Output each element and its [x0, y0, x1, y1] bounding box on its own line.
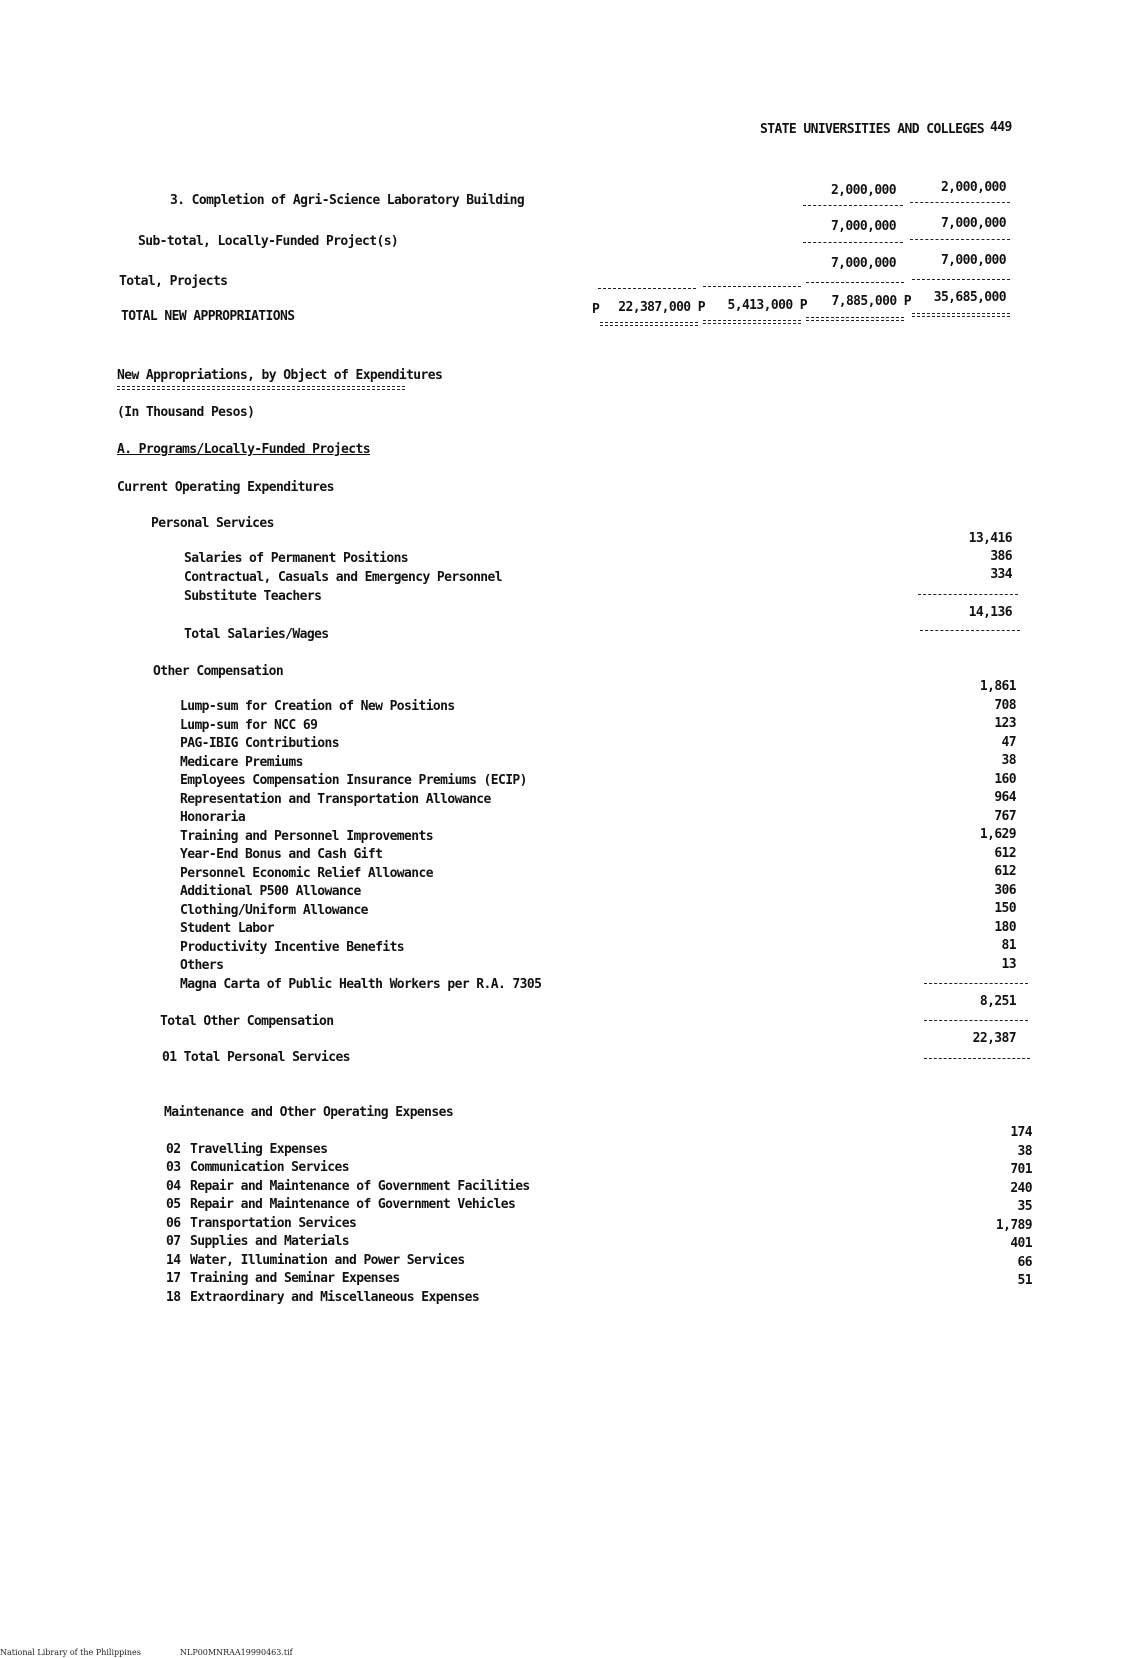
part-a-heading: A. Programs/Locally-Funded Projects	[117, 442, 370, 457]
mooe-value: 66	[1017, 1255, 1032, 1270]
grand-total-total: 35,685,000	[933, 290, 1006, 305]
mooe-value: 174	[1010, 1125, 1032, 1140]
mooe-label: Repair and Maintenance of Government Vehicles	[190, 1197, 516, 1212]
other-comp-value: 1,629	[979, 827, 1016, 842]
rule-item3-total	[910, 202, 1010, 203]
salary-value: 13,416	[968, 531, 1012, 546]
footer-file: NLP00MNRAA19990463.tif	[180, 1648, 293, 1657]
other-comp-value: 306	[994, 883, 1016, 898]
total-personal-services-label: 01 Total Personal Services	[162, 1050, 350, 1065]
grand-total-col2: 5,413,000 P	[727, 298, 807, 313]
personal-services-heading: Personal Services	[151, 516, 274, 531]
mooe-label: Communication Services	[190, 1160, 349, 1175]
grand-total-col1: 22,387,000 P	[618, 300, 705, 315]
other-comp-label: Employees Compensation Insurance Premiums (ECIP)	[180, 773, 527, 788]
current-operating-heading: Current Operating Expenditures	[117, 480, 334, 495]
other-comp-value: 150	[994, 901, 1016, 916]
other-comp-label: Honoraria	[180, 810, 246, 825]
mooe-value: 401	[1010, 1236, 1032, 1251]
mooe-code: 03	[166, 1160, 181, 1175]
mooe-code: 14	[166, 1253, 181, 1268]
other-comp-value: 612	[994, 864, 1016, 879]
salary-label: Salaries of Permanent Positions	[184, 551, 409, 566]
project-item-3-total: 2,000,000	[940, 180, 1006, 195]
total-other-comp-label: Total Other Compensation	[160, 1014, 334, 1029]
mooe-label: Extraordinary and Miscellaneous Expenses	[190, 1290, 480, 1305]
mooe-code: 06	[166, 1216, 181, 1231]
double-rule-col3	[806, 317, 904, 321]
mooe-value: 1,789	[995, 1218, 1032, 1233]
mooe-value: 240	[1010, 1181, 1032, 1196]
subtotal-col3: 7,000,000	[830, 219, 896, 234]
total-projects-label: Total, Projects	[119, 274, 228, 289]
other-comp-value: 47	[1001, 735, 1016, 750]
other-comp-label: Others	[180, 958, 224, 973]
mooe-code: 05	[166, 1197, 181, 1212]
rule-item3-col3	[803, 205, 903, 206]
total-other-comp-value: 8,251	[979, 994, 1016, 1009]
double-rule-col1	[600, 322, 698, 326]
project-item-3-label: 3. Completion of Agri-Science Laboratory Building	[170, 193, 525, 208]
mooe-value: 51	[1017, 1273, 1032, 1288]
total-salaries-value: 14,136	[968, 605, 1012, 620]
section-title: New Appropriations, by Object of Expenditures	[117, 368, 443, 383]
grand-total-label: TOTAL NEW APPROPRIATIONS	[121, 309, 295, 324]
mooe-code: 04	[166, 1179, 181, 1194]
other-comp-label: Clothing/Uniform Allowance	[180, 903, 368, 918]
section-title-double-rule	[117, 386, 405, 390]
rule-other-comp	[924, 983, 1028, 984]
mooe-label: Training and Seminar Expenses	[190, 1271, 400, 1286]
mooe-value: 701	[1010, 1162, 1032, 1177]
project-item-3-col3: 2,000,000	[830, 183, 896, 198]
rule-total-col3	[806, 282, 904, 283]
mooe-label: Water, Illumination and Power Services	[190, 1253, 465, 1268]
other-comp-label: Representation and Transportation Allowance	[180, 792, 491, 807]
mooe-value: 35	[1017, 1199, 1032, 1214]
other-comp-label: Lump-sum for NCC 69	[180, 718, 318, 733]
rule-salaries	[918, 594, 1018, 595]
section-subtitle: (In Thousand Pesos)	[117, 405, 255, 420]
grand-total-col3: 7,885,000 P	[831, 294, 911, 309]
running-header: STATE UNIVERSITIES AND COLLEGES	[760, 122, 985, 137]
other-comp-value: 708	[994, 698, 1016, 713]
salary-value: 386	[990, 549, 1012, 564]
other-comp-value: 180	[994, 920, 1016, 935]
other-comp-label: Magna Carta of Public Health Workers per R.A. 7305	[180, 977, 542, 992]
mooe-code: 18	[166, 1290, 181, 1305]
salary-label: Substitute Teachers	[184, 589, 322, 604]
total-salaries-label: Total Salaries/Wages	[184, 627, 329, 642]
mooe-value: 38	[1017, 1144, 1032, 1159]
other-comp-value: 81	[1001, 938, 1016, 953]
other-comp-value: 1,861	[979, 679, 1016, 694]
double-rule-total	[912, 313, 1010, 317]
other-comp-label: PAG-IBIG Contributions	[180, 736, 339, 751]
rule-personal-services	[924, 1058, 1030, 1059]
other-comp-value: 612	[994, 846, 1016, 861]
rule-total-col2	[703, 286, 801, 287]
other-comp-value: 767	[994, 809, 1016, 824]
mooe-label: Repair and Maintenance of Government Facilities	[190, 1179, 530, 1194]
mooe-code: 07	[166, 1234, 181, 1249]
rule-subtotal-col3	[803, 242, 903, 243]
rule-salaries-total	[920, 630, 1020, 631]
mooe-heading: Maintenance and Other Operating Expenses	[164, 1105, 454, 1120]
other-comp-label: Training and Personnel Improvements	[180, 829, 433, 844]
total-projects-col3: 7,000,000	[830, 256, 896, 271]
page-number: 449	[990, 120, 1012, 135]
rule-total-col1	[598, 288, 696, 289]
salary-label: Contractual, Casuals and Emergency Personnel	[184, 570, 502, 585]
mooe-code: 02	[166, 1142, 181, 1157]
rule-subtotal-total	[910, 239, 1010, 240]
other-comp-label: Personnel Economic Relief Allowance	[180, 866, 433, 881]
mooe-label: Travelling Expenses	[190, 1142, 328, 1157]
double-rule-col2	[703, 320, 801, 324]
subtotal-total: 7,000,000	[940, 216, 1006, 231]
salary-value: 334	[990, 567, 1012, 582]
other-comp-value: 38	[1001, 753, 1016, 768]
other-comp-value: 123	[994, 716, 1016, 731]
rule-other-comp-total	[924, 1020, 1028, 1021]
other-comp-value: 160	[994, 772, 1016, 787]
other-comp-value: 13	[1001, 957, 1016, 972]
other-comp-label: Lump-sum for Creation of New Positions	[180, 699, 455, 714]
other-comp-label: Medicare Premiums	[180, 755, 303, 770]
other-comp-label: Additional P500 Allowance	[180, 884, 361, 899]
other-comp-value: 964	[994, 790, 1016, 805]
total-projects-total: 7,000,000	[940, 253, 1006, 268]
mooe-code: 17	[166, 1271, 181, 1286]
rule-total-total	[912, 279, 1010, 280]
other-compensation-heading: Other Compensation	[153, 664, 284, 679]
mooe-label: Transportation Services	[190, 1216, 357, 1231]
other-comp-label: Productivity Incentive Benefits	[180, 940, 405, 955]
other-comp-label: Year-End Bonus and Cash Gift	[180, 847, 383, 862]
mooe-label: Supplies and Materials	[190, 1234, 349, 1249]
subtotal-label: Sub-total, Locally-Funded Project(s)	[138, 234, 399, 249]
grand-total-peso-sign: P	[592, 302, 600, 317]
footer-library: National Library of the Philippines	[0, 1648, 141, 1657]
other-comp-label: Student Labor	[180, 921, 274, 936]
total-personal-services-value: 22,387	[972, 1031, 1016, 1046]
